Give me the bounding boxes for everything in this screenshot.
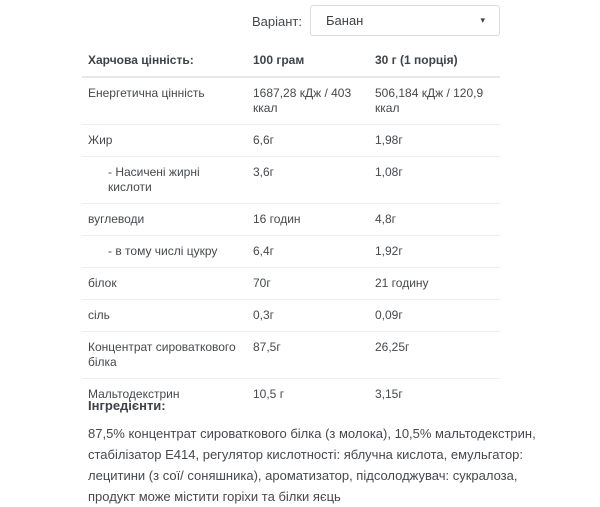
- per-serving-value: 4,8г: [375, 212, 397, 226]
- per-serving-value: 26,25г: [375, 340, 410, 354]
- per-serving-value: 0,09г: [375, 308, 403, 322]
- nutrient-name: Енергетична цінність: [88, 86, 205, 100]
- table-row: [82, 332, 500, 379]
- per-100g-value: 3,6г: [253, 165, 275, 179]
- variant-selected-value: Банан: [326, 13, 364, 28]
- ingredients-text: 87,5% концентрат сироваткового білка (з молока), 10,5% мальтодекстрин, стабілізатор Е414, регулятор кислотності: яблучна кислота, емульгатор: лецитини (з сої/ соняшника), ароматизатор, підсолоджувач: сукралоза, продукт може містити горіхи та білки яєць: [88, 426, 536, 504]
- per-serving-value: 1,98г: [375, 133, 403, 147]
- nutrient-name: Жир: [88, 133, 113, 147]
- variant-dropdown[interactable]: [310, 5, 500, 36]
- table-row: [82, 78, 500, 125]
- nutrient-name: Мальтодекстрин: [88, 387, 180, 401]
- per-100g-value: 16 годин: [253, 212, 301, 226]
- table-row: [82, 268, 500, 300]
- table-row: [82, 204, 500, 236]
- header-per-serving: 30 г (1 порція): [375, 53, 458, 67]
- per-serving-value: 21 годину: [375, 276, 429, 290]
- ingredients-title: Інгредієнти:: [88, 398, 166, 413]
- nutrition-table: [82, 45, 500, 410]
- per-serving-value: 506,184 кДж / 120,9 ккал: [375, 86, 484, 115]
- nutrient-name: білок: [88, 276, 117, 290]
- table-row: [82, 157, 500, 204]
- nutrient-name: Концентрат сироваткового білка: [88, 340, 236, 369]
- header-nutrition-label: Харчова цінність:: [88, 53, 194, 67]
- table-row: [82, 236, 500, 268]
- nutrition-table-header: [82, 45, 500, 78]
- per-100g-value: 6,4г: [253, 244, 275, 258]
- per-100g-value: 1687,28 кДж / 403 ккал: [253, 86, 352, 115]
- per-serving-value: 1,92г: [375, 244, 403, 258]
- nutrient-name: вуглеводи: [88, 212, 145, 226]
- table-row: [82, 125, 500, 157]
- nutrient-name: сіль: [88, 308, 110, 322]
- nutrient-name: - в тому числі цукру: [108, 244, 218, 258]
- per-100g-value: 0,3г: [253, 308, 275, 322]
- per-100g-value: 10,5 г: [253, 387, 285, 401]
- caret-down-icon: ▾: [480, 15, 485, 25]
- per-serving-value: 1,08г: [375, 165, 403, 179]
- variant-label: Варіант:: [252, 14, 302, 29]
- per-serving-value: 3,15г: [375, 387, 403, 401]
- nutrition-table-body: [82, 78, 500, 410]
- per-100g-value: 70г: [253, 276, 271, 290]
- header-per-100g: 100 грам: [253, 53, 305, 67]
- per-100g-value: 87,5г: [253, 340, 281, 354]
- per-100g-value: 6,6г: [253, 133, 275, 147]
- nutrient-name: - Насичені жирні кислоти: [108, 165, 200, 194]
- table-row: [82, 300, 500, 332]
